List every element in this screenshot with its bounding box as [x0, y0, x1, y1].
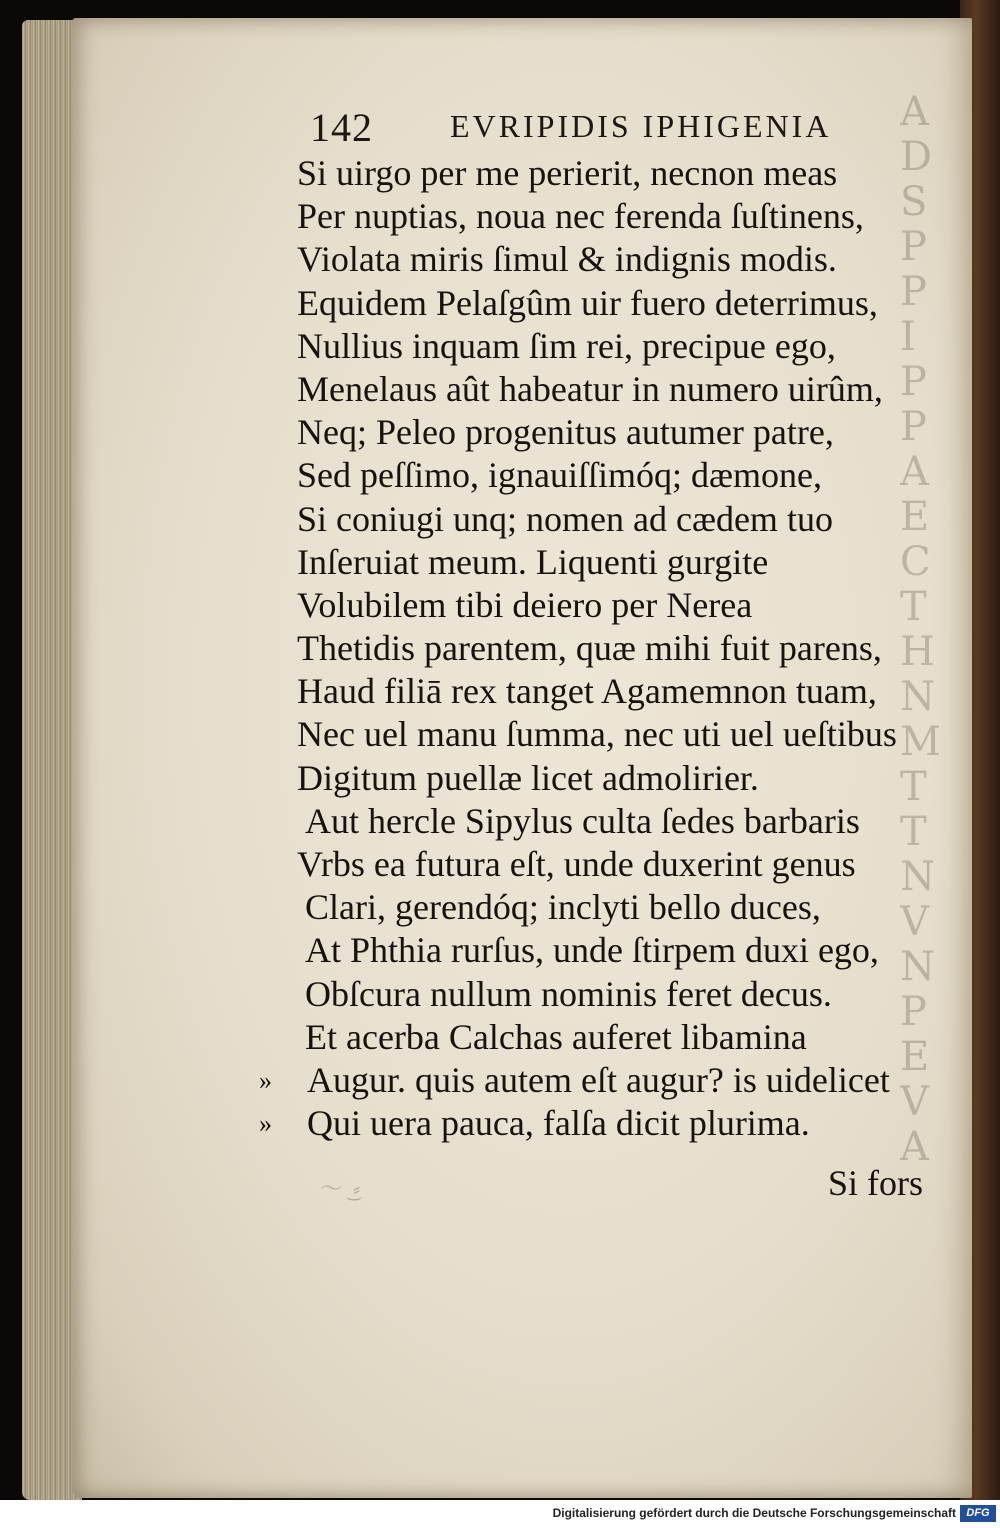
- verse-line: Aut hercle Sipylus culta ſedes barbaris: [305, 800, 860, 841]
- digitization-footer: [0, 1500, 1000, 1528]
- gnome-verse-line: [259, 1059, 897, 1102]
- verse-line: Thetidis parentem, quæ mihi fuit parens,: [297, 628, 882, 669]
- verse-line: Vrbs ea futura eſt, unde duxerint genus: [297, 844, 856, 884]
- verse-line: Digitum puellæ licet admolirier.: [297, 757, 759, 798]
- verse-line: Neq; Peleo progenitus autumer patre,: [297, 412, 834, 453]
- verse-line: Violata miris ſimul & indignis modis.: [297, 239, 837, 280]
- bleed-through-text: A D S P P I P P A E C T H N M T T N V N P E V A: [900, 90, 941, 1170]
- verse-line: Per nuptias, noua nec ferenda ſuſtinens,: [297, 196, 864, 237]
- verse-line: Si uirgo per me perierit, necnon meas: [297, 153, 838, 193]
- verse-text: Augur. quis autem eſt augur? is uidelicet: [307, 1059, 890, 1100]
- verse-line: At Phthia rurſus, unde ſtirpem duxi ego,: [305, 930, 879, 971]
- verse-line: Sed peſſimo, ignauiſſimóq; dæmone,: [297, 455, 822, 496]
- verse-text: Qui uera pauca, falſa dicit plurima.: [307, 1103, 810, 1144]
- verse-line: Nullius inquam ſim rei, precipue ego,: [297, 325, 836, 366]
- page-header: [310, 104, 870, 154]
- dfg-logo-icon: DFG: [960, 1505, 996, 1522]
- gnome-marker: »: [259, 1065, 272, 1095]
- verse-line: Equidem Pelaſgûm uir fuero deterrimus,: [297, 282, 878, 323]
- page-number: 142: [310, 105, 373, 150]
- verse-line: Volubilem tibi deiero per Nerea: [297, 584, 753, 625]
- verse-block: [259, 152, 897, 1145]
- verse-line: Inſeruiat meum. Liquenti gurgite: [297, 541, 769, 582]
- verse-line: Menelaus aût habeatur in numero uirûm,: [297, 368, 883, 409]
- gnome-verse-line: [259, 1102, 897, 1145]
- gnome-marker: »: [259, 1109, 272, 1139]
- verse-line: Haud filiā rex tanget Agamemnon tuam,: [297, 671, 877, 712]
- verse-line: Et acerba Calchas auferet libamina: [305, 1016, 807, 1057]
- funding-credit: Digitalisierung gefördert durch die Deutsche Forschungsgemeinschaft: [552, 1506, 956, 1520]
- verse-line: Obſcura nullum nominis feret decus.: [305, 973, 832, 1014]
- verse-line: Si coniugi unq; nomen ad cædem tuo: [297, 498, 833, 539]
- verse-line: Nec uel manu ſumma, nec uti uel ueſtibus: [297, 714, 897, 755]
- ink-smudge: 〜 ͜ ⸗: [320, 1176, 361, 1201]
- catchword: Si fors: [828, 1163, 924, 1203]
- verse-line: Clari, gerendóq; inclyti bello duces,: [305, 887, 821, 928]
- running-title: EVRIPIDIS IPHIGENIA: [450, 108, 832, 144]
